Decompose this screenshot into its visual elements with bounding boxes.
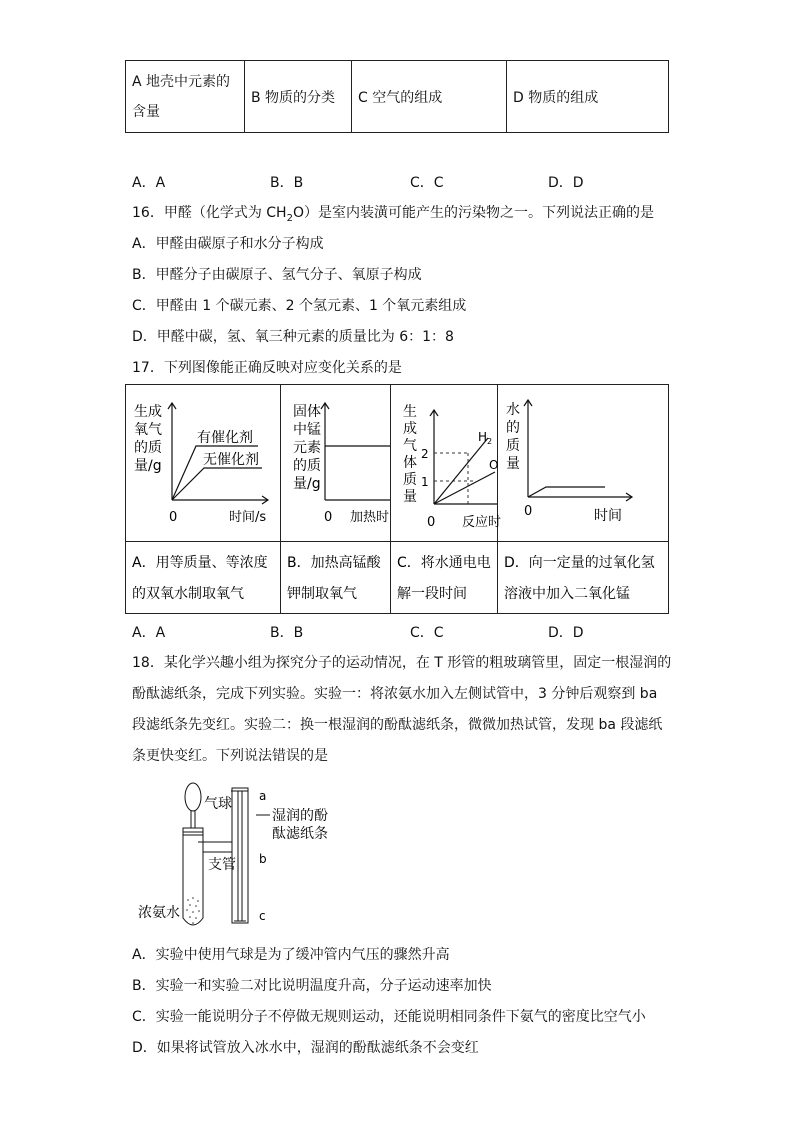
q15-cell-a: A 地壳中元素的含量	[126, 61, 245, 133]
q17-g4-ylabel-3: 质	[506, 438, 520, 454]
q17-g1-ylabel-3: 的质	[134, 440, 162, 456]
q17-g4-ylabel-4: 量	[506, 456, 520, 472]
q17-g1-xlabel: 时间/s	[229, 510, 267, 525]
q17-desc-c-line1: C．将水通电电	[397, 555, 491, 571]
q17-stem: 17．下列图像能正确反映对应变化关系的是	[132, 360, 402, 376]
q17-g2-origin: 0	[324, 510, 333, 525]
q17-g3-xlabel: 反应时	[462, 515, 502, 530]
q17-g4-ylabel-1: 水	[506, 402, 520, 418]
q17-g1-ylabel-1: 生成	[134, 404, 162, 420]
q17-g2-ylabel-1: 固体	[293, 404, 321, 420]
q18-ammonia-dots	[186, 897, 200, 924]
q17-desc-a-line2: 的双氧水制取氧气	[132, 586, 244, 602]
q17-g2-ylabel-4: 的质	[293, 458, 321, 474]
q18-stem-line-1: 18．某化学兴趣小组为探究分子的运动情况，在 T 形管的粗玻璃管里，固定一根湿润的	[132, 655, 672, 671]
q17-option-a[interactable]: A．A	[132, 625, 166, 641]
q17-g4-origin: 0	[524, 504, 533, 519]
q18-label-ammonia: 浓氨水	[138, 905, 180, 921]
q17-desc-c-line2: 解一段时间	[397, 586, 467, 602]
q17-option-b[interactable]: B．B	[270, 625, 304, 641]
q16-stem-pre: 16．甲醛（化学式为 CH	[132, 205, 287, 221]
q17-g3-tick-1: 1	[421, 475, 429, 489]
q18-option-d[interactable]: D．如果将试管放入冰水中，湿润的酚酞滤纸条不会变红	[132, 1040, 479, 1056]
q17-g1-label-no-catalyst: 无催化剂	[203, 452, 259, 468]
q18-option-a[interactable]: A．实验中使用气球是为了缓冲管内气压的骤然升高	[132, 947, 450, 963]
q17-options	[132, 622, 692, 642]
q17-g2-ylabel-3: 元素	[293, 440, 321, 456]
q17-desc-a-line1: A．用等质量、等浓度	[132, 555, 268, 571]
q16-option-d[interactable]: D．甲醛中碳，氢、氧三种元素的质量比为 6：1：8	[132, 329, 454, 345]
q17-g1-ylabel-2: 氧气	[134, 422, 162, 438]
q17-g1-ylabel-4: 量/g	[134, 458, 162, 474]
q17-g3-label-o2: O	[489, 458, 499, 472]
q15-option-d[interactable]: D．D	[548, 175, 584, 191]
q15-option-a[interactable]: A．A	[132, 175, 166, 191]
q17-g2-xlabel: 加热时	[350, 510, 390, 525]
q17-desc-d-line1: D．向一定量的过氧化氢	[504, 555, 655, 571]
q15-option-c[interactable]: C．C	[410, 175, 444, 191]
q17-g3-origin: 0	[427, 515, 436, 530]
q17-desc-b-line2: 钾制取氧气	[287, 586, 357, 602]
q16-option-c[interactable]: C．甲醛由 1 个碳元素、2 个氢元素、1 个氧元素组成	[132, 298, 467, 314]
q17-g4-ylabel-2: 的	[506, 420, 520, 436]
q17-g3-ylabel-3: 气	[403, 438, 417, 454]
q17-g3-ylabel-4: 体	[403, 455, 417, 471]
q17-g2-ylabel-5: 量/g	[293, 476, 321, 492]
q18-stem-line-4: 条更快变红。下列说法错误的是	[132, 748, 328, 764]
q18-stem-line-3: 段滤纸条先变红。实验二：换一根湿润的酚酞滤纸条，微微加热试管，发现 ba 段滤纸	[132, 717, 663, 733]
q18-label-c: c	[259, 909, 266, 923]
q17-graph-c	[403, 403, 501, 530]
q17-g1-origin: 0	[169, 510, 178, 525]
q15-option-b[interactable]: B．B	[270, 175, 304, 191]
q16-option-a[interactable]: A．甲醛由碳原子和水分子构成	[132, 236, 324, 252]
q18-option-c[interactable]: C．实验一能说明分子不停做无规则运动，还能说明相同条件下氨气的密度比空气小	[132, 1009, 646, 1025]
q17-g3-ylabel-1: 生	[403, 404, 417, 420]
q17-desc-b-line1: B．加热高锰酸	[287, 555, 381, 571]
q18-label-balloon: 气球	[204, 796, 232, 812]
q17-graph-d	[506, 400, 632, 524]
q18-label-b: b	[259, 852, 267, 866]
q15-cell-c: C 空气的组成	[352, 61, 507, 133]
q17-g3-tick-2: 2	[421, 447, 429, 461]
q17-g3-ylabel-5: 质	[403, 472, 417, 488]
q15-cell-d: D 物质的组成	[507, 61, 669, 133]
q18-label-branch: 支管	[208, 857, 236, 873]
q17-g2-ylabel-2: 中锰	[293, 422, 321, 438]
q18-stem-line-2: 酚酞滤纸条，完成下列实验。实验一：将浓氨水加入左侧试管中，3 分钟后观察到 ba	[132, 686, 658, 702]
q17-g1-label-catalyst: 有催化剂	[197, 430, 253, 446]
q17-g3-ylabel-2: 成	[403, 421, 417, 437]
q17-option-d[interactable]: D．D	[548, 625, 584, 641]
q17-g3-label-h2: $H_2$	[478, 430, 493, 446]
q17-graph-a	[134, 403, 268, 525]
q16-stem-post: O）是室内装潢可能产生的污染物之一。下列说法正确的是	[292, 205, 654, 221]
q15-cell-b: B 物质的分类	[245, 61, 352, 133]
q18-label-paper-2: 酞滤纸条	[272, 826, 328, 842]
q16-option-b[interactable]: B．甲醛分子由碳原子、氢气分子、氧原子构成	[132, 267, 422, 283]
q18-option-b[interactable]: B．实验一和实验二对比说明温度升高，分子运动速率加快	[132, 978, 492, 994]
q17-graph-b	[293, 403, 390, 525]
q18-label-paper-1: 湿润的酚	[272, 808, 328, 824]
q18-label-a: a	[259, 789, 267, 803]
q17-option-c[interactable]: C．C	[410, 625, 444, 641]
q17-desc-d-line2: 溶液中加入二氧化锰	[504, 586, 630, 602]
q16-stem-sub: 2	[286, 212, 293, 224]
q17-g3-ylabel-6: 量	[403, 489, 417, 505]
q17-g4-xlabel: 时间	[594, 508, 622, 524]
